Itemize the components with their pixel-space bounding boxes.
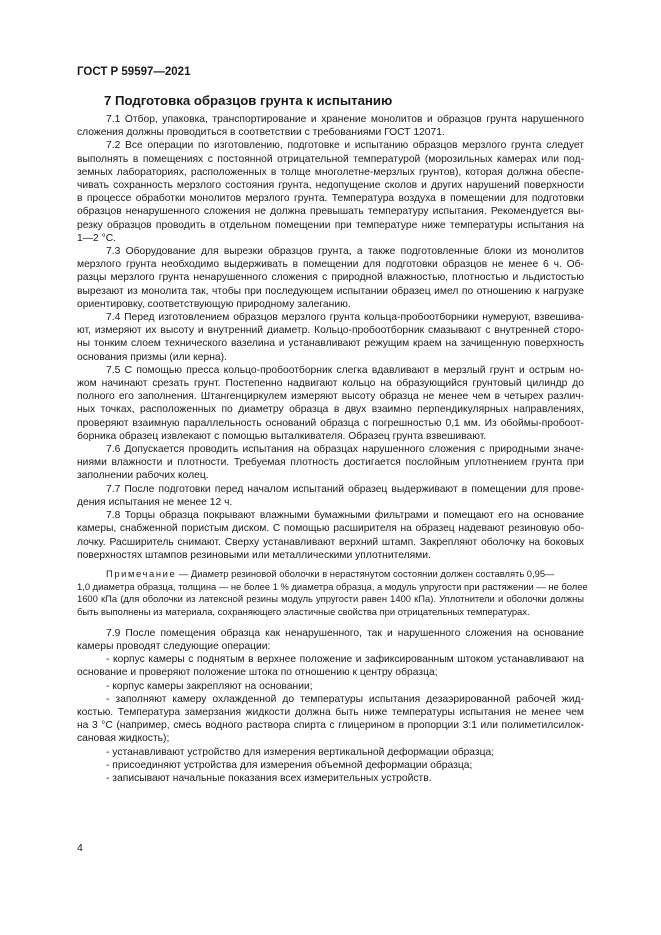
note-text: — Диаметр резиновой оболочки в нерастянутом состоянии должен составлять 0,95— — [176, 567, 555, 579]
paragraph-line: в процессе обработки монолитов мерзлого грунта. Температура воздуха в помещении для подготовки — [77, 193, 584, 205]
paragraph-line: земных лабораториях, расположенных в толще многолетне-мерзлых грунтов), которая должна обеспе- — [77, 166, 584, 178]
paragraph-line: ны тонким слоем технического вазелина и устанавливают режущим краем на зачищенную поверхность — [77, 338, 584, 350]
paragraph-line: резку образцов проводить в отдельном помещении при температуре ниже температуры испытания на — [77, 219, 584, 231]
list-item-line: на 3 °С (например, смесь водного раствора спирта с глицерином в пропорции 3:1 или полиметилсилок- — [77, 720, 584, 732]
list-item-line: - присоединяют устройства для измерения объемной деформации образца; — [106, 759, 473, 771]
section-title: 7 Подготовка образцов грунта к испытанию — [104, 93, 393, 108]
paragraph-line: разцы мерзлого грунта ненарушенного сложения с природной влажностью, плотностью и льдистостью — [77, 272, 584, 284]
note-line — [77, 568, 584, 581]
list-item-line: - устанавливают устройство для измерения вертикальной деформации образца; — [106, 746, 495, 758]
paragraph-line: жом начинают срезать грунт. Постепенно надвигают кольцо на образующийся грунтовый цилиндр до — [77, 378, 584, 390]
paragraph-line: поверхностях штампов резиновыми или металлическими уплотнителями. — [77, 549, 431, 561]
paragraph-7-9 — [77, 627, 584, 785]
note-line: 1,0 диаметра образца, толщина — не более 1 % диаметра образца, а модуль упругости при растяжении — не более — [77, 580, 588, 592]
page-number: 4 — [77, 842, 83, 854]
list-item-line: - корпус камеры с поднятым в верхнее положение и зафиксированным штоком устанавливают на — [106, 654, 584, 666]
paragraph-line: основания призмы (или керна). — [77, 351, 227, 363]
paragraph-line: 7.3 Оборудование для вырезки образцов грунта, а также подготовленные блоки из монолитов — [106, 246, 584, 258]
note-line: быть выполнены из материала, сохраняющего эластичные свойства при отрицательных температурах. — [77, 606, 530, 618]
paragraph-line: борника образец извлекают с помощью выталкивателя. Образец грунта взвешивают. — [77, 430, 487, 442]
list-item-line: сановая жидкость); — [77, 733, 170, 745]
paragraph-line: ниями влажности и плотности. Требуемая плотность достигается послойным уплотнением грунта при — [77, 457, 584, 469]
paragraph-line: 7.1 Отбор, упаковка, транспортирование и хранение монолитов и образцов грунта нарушенного — [106, 114, 584, 125]
list-item-line: - записывают начальные показания всех измерительных устройств. — [106, 772, 432, 784]
paragraph-line: мерзлого грунта необходимо выдерживать в помещении для подготовки образцов не менее 6 ч. Об- — [77, 259, 584, 271]
paragraph-line: камеры проводят следующие операции: — [77, 640, 271, 652]
paragraph-line: чивать сохранность мерзлого состояния грунта, недопущение сколов и других нарушений поверхности — [77, 180, 584, 192]
list-item-line: костью. Температура замерзания жидкости должна быть ниже температуры испытания не менее чем — [77, 706, 584, 718]
paragraph-line: выполнять в помещениях с постоянной отрицательной температурой (морозильных камерах или под- — [77, 153, 584, 165]
paragraph-line: полного его заполнения. Штангенциркулем измеряют высоту образца не менее чем в четырех различ- — [77, 391, 584, 403]
note-label: Примечание — [106, 567, 177, 579]
paragraph-line: 7.5 С помощью пресса кольцо-пробоотборник слегка вдавливают в мерзлый грунт и острым но- — [106, 364, 584, 376]
paragraph-line: 7.8 Торцы образца покрывают влажными бумажными фильтрами и помещают его на основание — [106, 510, 584, 522]
paragraph-line: ют, измеряют их высоту и внутренний диаметр. Кольцо-пробоотборник смазывают с внутренней сторо- — [77, 325, 584, 337]
paragraph-line: дения испытания не менее 12 ч. — [77, 496, 233, 508]
paragraph-line: 7.9 После помещения образца как ненарушенного, так и нарушенного сложения на основание — [106, 627, 584, 639]
paragraph-line: сложения должны проводиться в соответствии с требованиями ГОСТ 12071. — [77, 127, 445, 139]
document-number: ГОСТ Р 59597—2021 — [77, 66, 191, 78]
note-block — [77, 567, 588, 619]
list-item-line: - корпус камеры закрепляют на основании; — [106, 680, 313, 692]
paragraph-line: заполнении рабочих колец. — [77, 470, 209, 482]
paragraph-line: проверяют взаимную параллельность оснований образца с погрешностью 0,1 мм. Из обоймы-пробоот- — [77, 417, 584, 429]
note-line: 1600 кПа (для оболочки из латексной резины модуль упругости равен 1400 кПа). Уплотнители и оболочки должны — [77, 593, 584, 605]
paragraph-line: ориентировку, соответствующую природному залеганию. — [77, 298, 351, 310]
paragraph-line: вырезают из монолита так, чтобы при последующем испытании образец имел по отношению к нагрузке — [77, 285, 584, 297]
paragraph-line: лочку. Расширитель снимают. Сверху устанавливают верхний штамп. Закрепляют оболочку на боковых — [77, 536, 584, 548]
paragraph-line: 7.4 Перед изготовлением образцов мерзлого грунта кольца-пробоотборники нумеруют, взвешива- — [106, 312, 584, 324]
document-body — [77, 113, 588, 785]
paragraph-line: 7.7 После подготовки перед началом испытаний образец выдерживают в помещении для прове- — [106, 483, 584, 495]
paragraph-line: 1—2 °С. — [77, 232, 117, 244]
paragraph-line: камеры, снабженной пористым диском. С помощью расширителя на образец надевают резиновую обо- — [77, 523, 584, 535]
paragraph-line: образцов ненарушенного сложения не должна превышать температуру испытания. Рекомендуется вы- — [77, 206, 584, 218]
list-item-line: основание и проверяют положение штока по отношению к центру образца; — [77, 667, 438, 679]
paragraph-line: 7.2 Все операции по изготовлению, подготовке и испытанию образцов мерзлого грунта следует — [106, 140, 584, 152]
paragraph-line: 7.6 Допускается проводить испытания на образцах нарушенного сложения с природными значе- — [106, 444, 584, 456]
paragraph-line: ных точках, расположенных по диаметру образца в двух взаимно перпендикулярных направлениях, — [77, 404, 584, 416]
list-item-line: - заполняют камеру охлажденной до температуры испытания дезаэрированной рабочей жид- — [106, 693, 584, 705]
